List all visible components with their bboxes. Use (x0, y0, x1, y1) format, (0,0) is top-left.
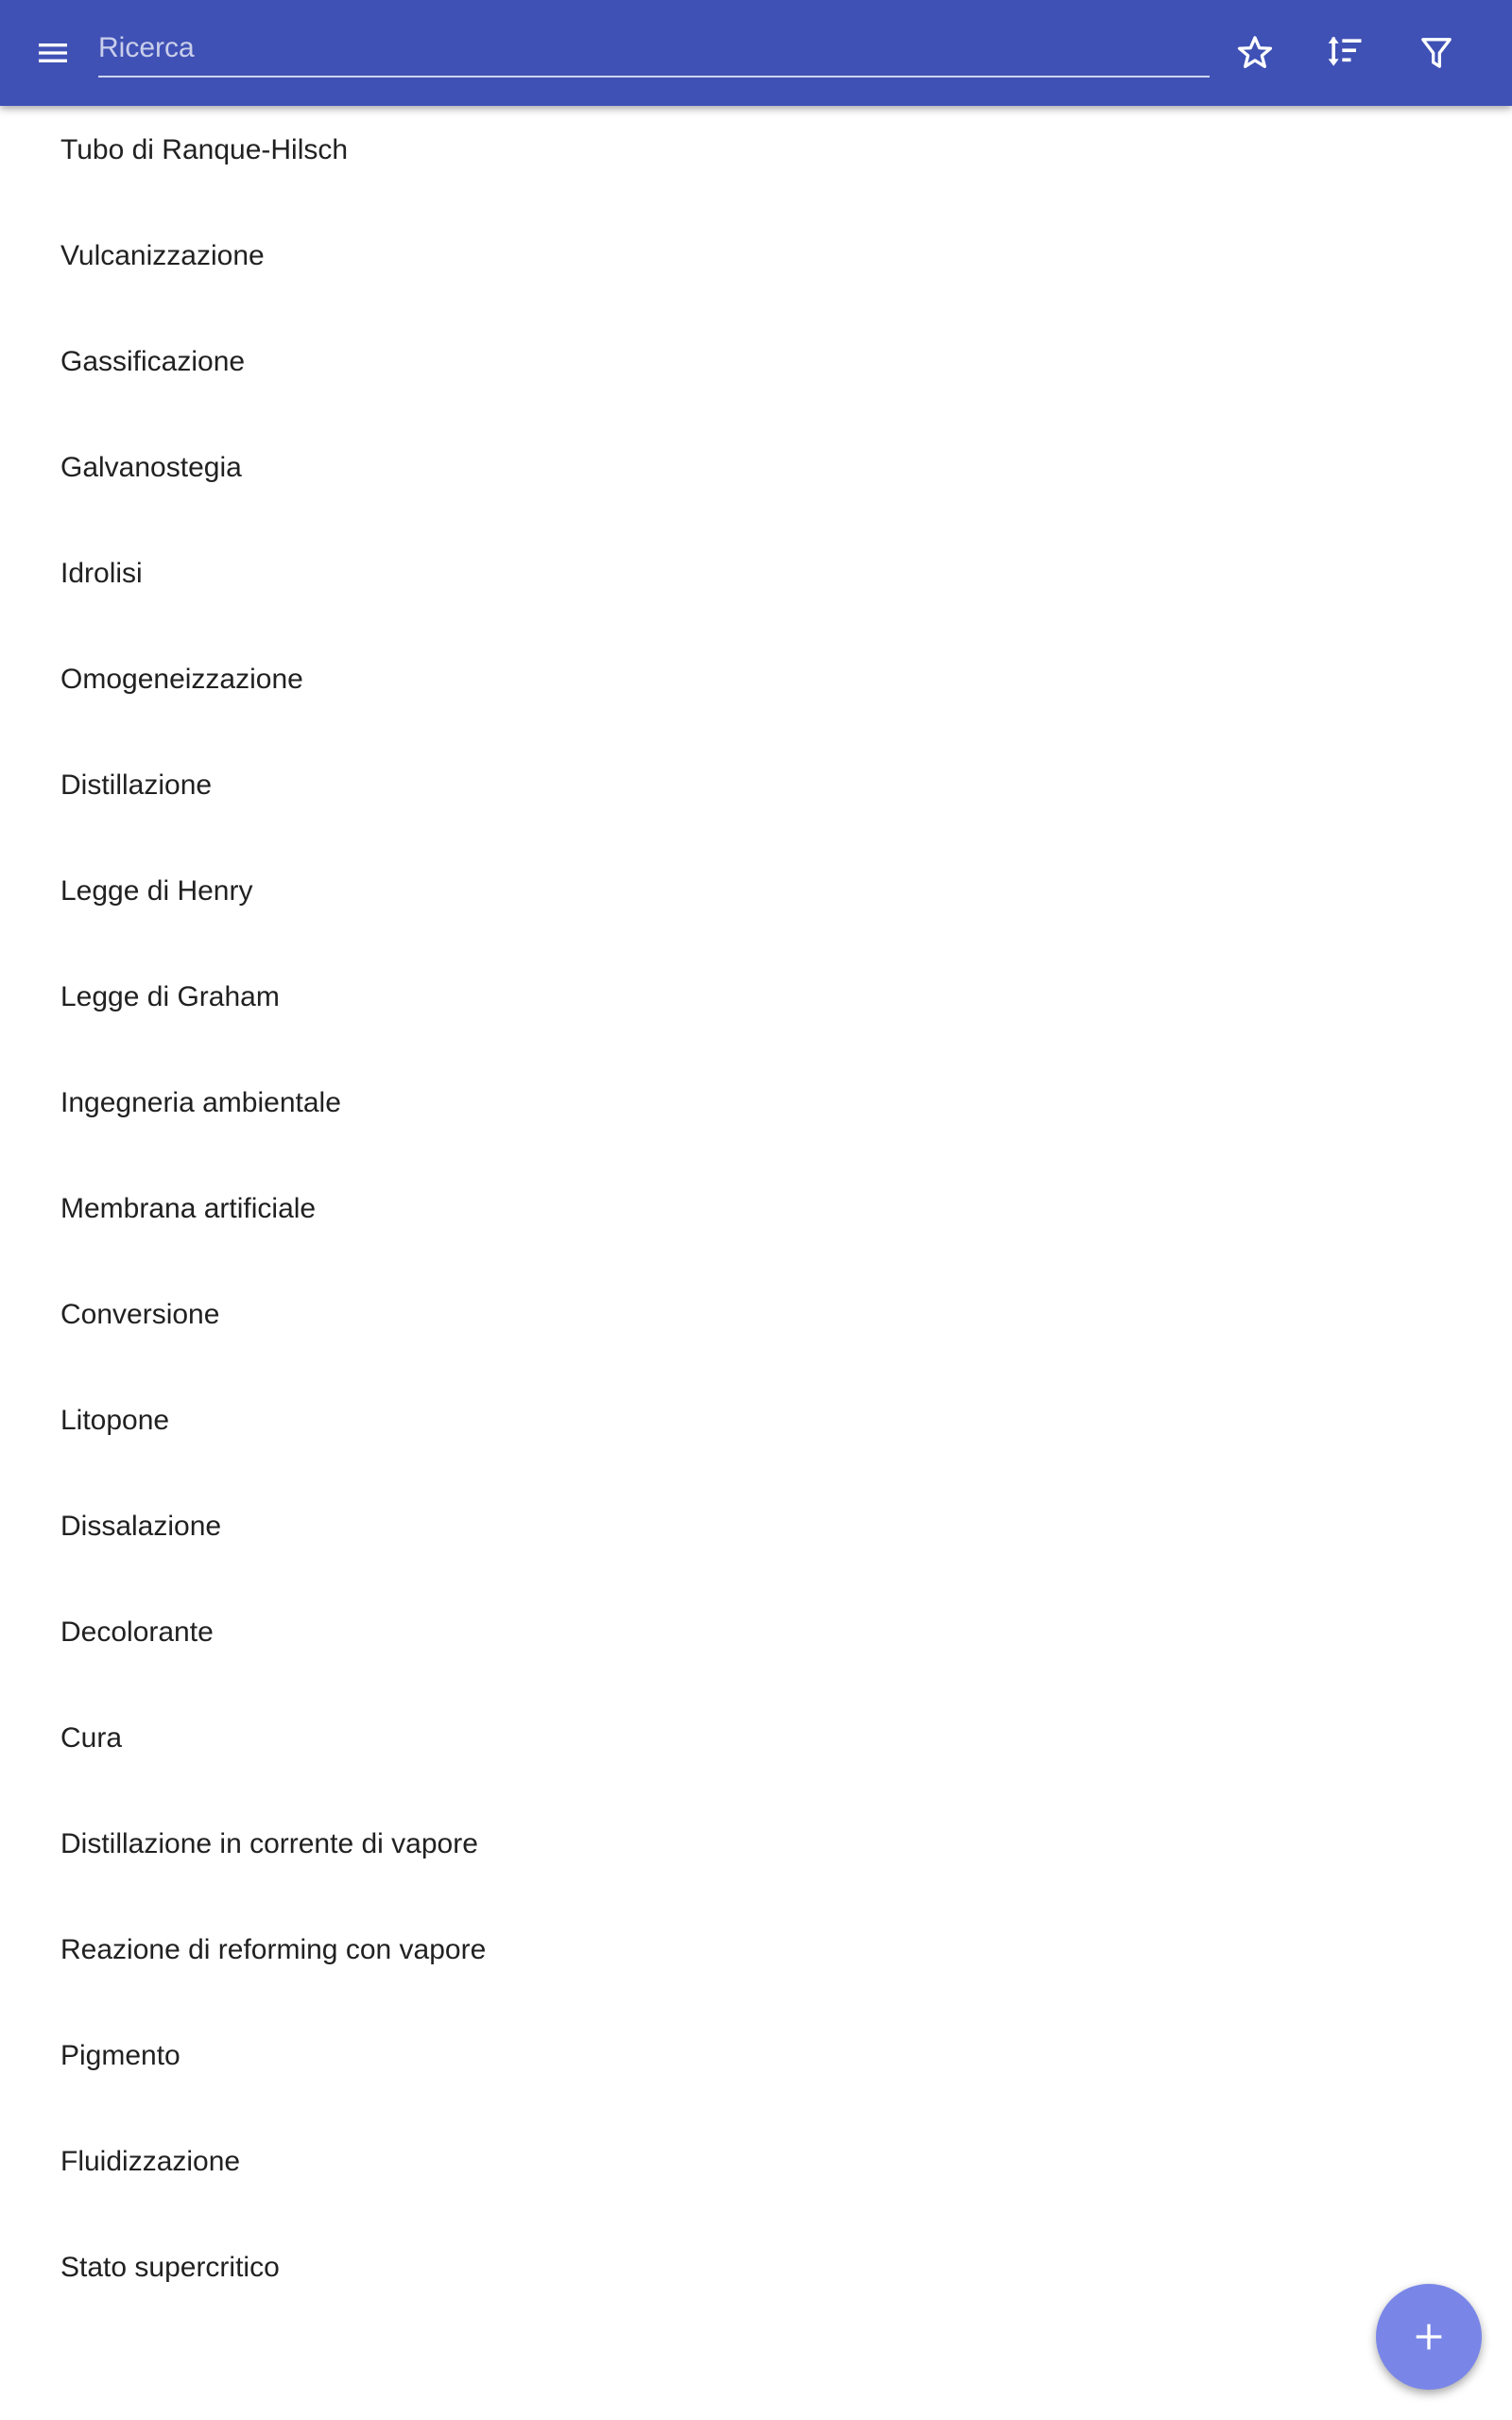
list-item[interactable]: Conversione (60, 1299, 220, 1330)
list-item[interactable]: Galvanostegia (60, 452, 242, 483)
menu-button[interactable] (15, 15, 91, 91)
filter-button[interactable] (1399, 15, 1474, 91)
list-item[interactable]: Membrana artificiale (60, 1193, 317, 1224)
app-bar (0, 0, 1512, 106)
list-item[interactable]: Reazione di reforming con vapore (60, 1934, 487, 1965)
list-item[interactable]: Fluidizzazione (60, 2146, 241, 2177)
list-item[interactable]: Pigmento (60, 2040, 180, 2071)
list-item[interactable]: Omogeneizzazione (60, 664, 303, 695)
filter-icon (1418, 34, 1455, 72)
add-button[interactable] (1376, 2284, 1482, 2390)
favorites-button[interactable] (1217, 15, 1293, 91)
list-item[interactable]: Cura (60, 1722, 123, 1754)
list-item[interactable]: Stato supercritico (60, 2252, 280, 2283)
list-item[interactable]: Idrolisi (60, 558, 143, 589)
sort-button[interactable] (1308, 15, 1383, 91)
sort-icon (1325, 32, 1366, 74)
star-outline-icon (1235, 33, 1275, 73)
plus-icon (1410, 2318, 1448, 2356)
entries-list (0, 97, 1512, 2321)
list-item[interactable]: Ingegneria ambientale (60, 1087, 341, 1118)
list-item[interactable]: Gassificazione (60, 346, 246, 377)
list-item[interactable]: Legge di Graham (60, 981, 280, 1012)
list-item[interactable]: Tubo di Ranque-Hilsch (60, 134, 349, 165)
list-item[interactable]: Distillazione in corrente di vapore (60, 1828, 478, 1859)
list-item[interactable]: Litopone (60, 1405, 170, 1436)
list-item[interactable]: Vulcanizzazione (60, 240, 265, 271)
list-item[interactable]: Dissalazione (60, 1511, 222, 1542)
list-item[interactable]: Decolorante (60, 1616, 214, 1648)
search-field (98, 21, 1210, 78)
list-item[interactable]: Legge di Henry (60, 875, 253, 907)
list-item[interactable]: Distillazione (60, 769, 213, 801)
hamburger-menu-icon (34, 34, 72, 72)
search-input[interactable] (98, 21, 1210, 76)
